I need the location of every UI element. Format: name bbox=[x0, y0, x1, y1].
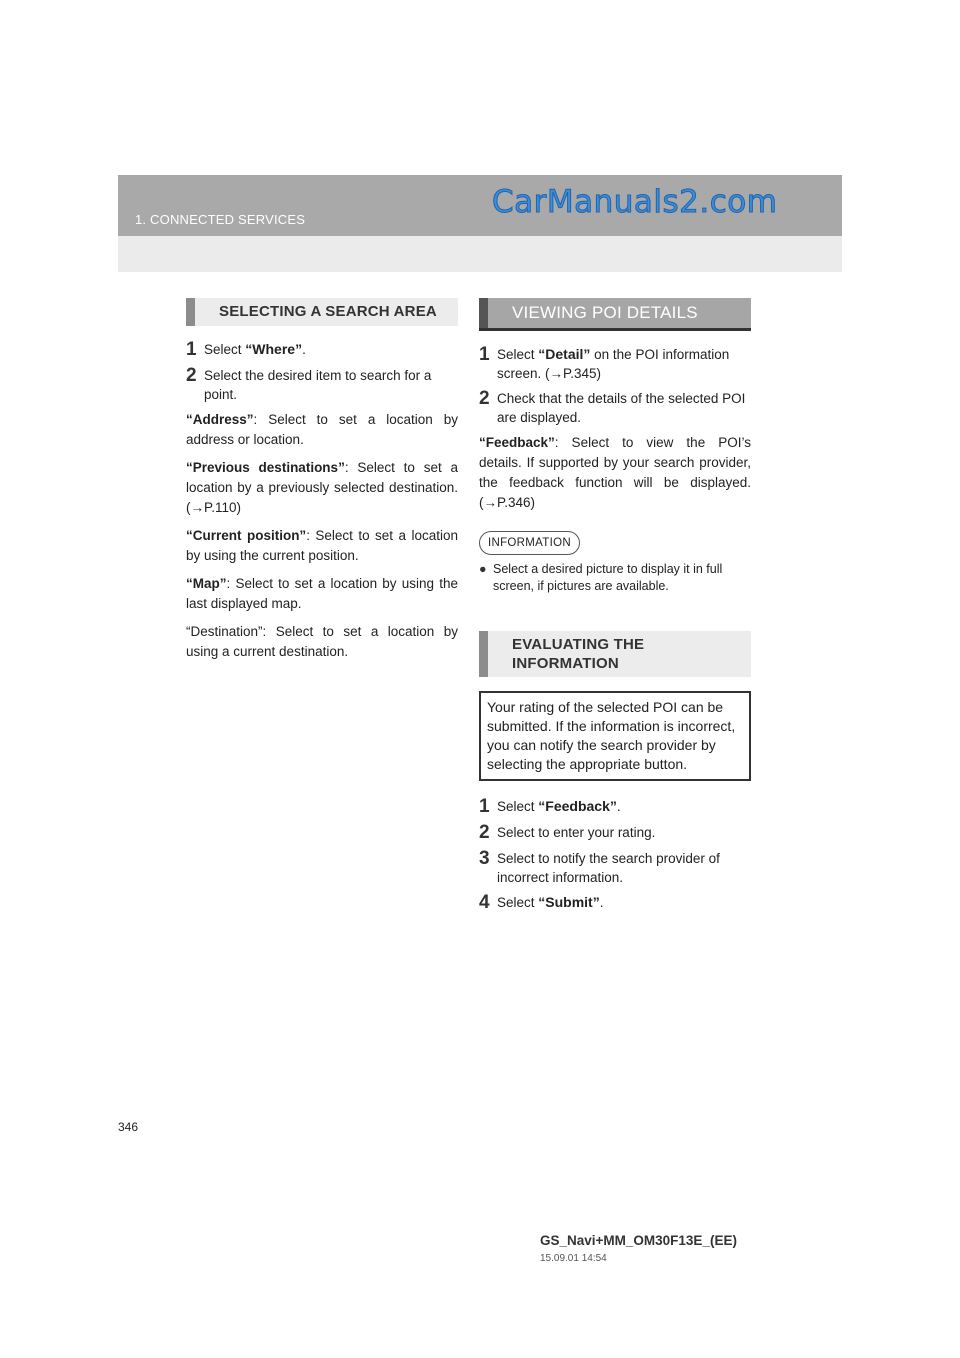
option-previous-destinations bbox=[186, 458, 458, 518]
option-feedback bbox=[479, 433, 751, 513]
option-desc: : Select to view the POI’s details. If supported by your search provider, the feedback function will be displayed. (→P.346) bbox=[479, 435, 751, 510]
step-text-pre: Select bbox=[204, 342, 246, 357]
heading-bar bbox=[186, 298, 195, 326]
step-text bbox=[497, 797, 621, 817]
heading-text: VIEWING POI DETAILS bbox=[512, 303, 698, 322]
heading-text bbox=[512, 635, 644, 673]
step-text-bold: “Detail” bbox=[538, 346, 591, 362]
option-name: “Previous destinations” bbox=[186, 460, 345, 475]
step-text-pre: Select bbox=[497, 799, 539, 814]
section-heading-search-area bbox=[186, 298, 458, 326]
step-text-bold: “Feedback” bbox=[538, 798, 617, 814]
step-number: 3 bbox=[479, 848, 490, 869]
left-column bbox=[186, 298, 458, 670]
section-label: 1. CONNECTED SERVICES bbox=[135, 212, 306, 227]
step-item bbox=[479, 797, 751, 817]
option-map bbox=[186, 574, 458, 614]
information-tag: INFORMATION bbox=[479, 531, 580, 555]
information-text: Select a desired picture to display it in full screen, if pictures are available. bbox=[493, 562, 723, 593]
step-number: 1 bbox=[479, 344, 490, 365]
print-timestamp: 15.09.01 14:54 bbox=[540, 1253, 607, 1264]
heading-text: SELECTING A SEARCH AREA bbox=[219, 303, 437, 320]
document-code: GS_Navi+MM_OM30F13E_(EE) bbox=[540, 1233, 737, 1248]
step-text-post: on the POI information screen. (→P.345) bbox=[497, 347, 730, 381]
information-item bbox=[479, 561, 751, 595]
step-text bbox=[497, 345, 751, 383]
step-item bbox=[479, 345, 751, 383]
step-text: Select to notify the search provider of incorrect information. bbox=[497, 851, 720, 885]
step-text: Select to enter your rating. bbox=[497, 825, 656, 840]
heading-line: EVALUATING THE bbox=[512, 636, 645, 653]
step-text: Check that the details of the selected POI are displayed. bbox=[497, 391, 746, 425]
evaluation-note-box: Your rating of the selected POI can be submitted. If the information is incorrect, you can notify the search provider by selecting the appropriate button. bbox=[479, 691, 751, 781]
option-destination bbox=[186, 622, 458, 662]
option-desc: : Select to set a location by using the last displayed map. bbox=[186, 576, 458, 611]
page-number: 346 bbox=[118, 1120, 139, 1134]
section-heading-evaluating bbox=[479, 631, 751, 677]
step-text bbox=[204, 340, 306, 360]
option-desc: : Select to set a location by using the current position. bbox=[186, 528, 458, 563]
step-text-pre: Select bbox=[497, 347, 539, 362]
step-number: 1 bbox=[479, 796, 490, 817]
header-subband bbox=[118, 236, 842, 272]
step-item bbox=[186, 340, 458, 360]
option-address bbox=[186, 410, 458, 450]
heading-bar bbox=[479, 631, 488, 677]
step-number: 4 bbox=[479, 892, 490, 913]
step-item bbox=[479, 893, 751, 913]
step-text-pre: Select bbox=[497, 895, 539, 910]
heading-line: INFORMATION bbox=[512, 655, 619, 672]
step-text-post: . bbox=[616, 799, 621, 814]
step-item bbox=[479, 823, 751, 843]
option-desc: : Select to set a location by a previously selected destination. (→P.110) bbox=[186, 460, 458, 515]
step-item bbox=[479, 849, 751, 887]
section-heading-poi-details bbox=[479, 298, 751, 331]
right-column bbox=[479, 298, 751, 919]
step-number: 2 bbox=[186, 365, 197, 386]
step-text-bold: “Submit” bbox=[538, 894, 600, 910]
step-text-post: . bbox=[599, 895, 604, 910]
step-text-bold: “Where” bbox=[245, 341, 303, 357]
watermark-logo: CarManuals2.com bbox=[492, 184, 778, 220]
step-item bbox=[186, 366, 458, 404]
option-desc: “Destination”: Select to set a location by using a current destination. bbox=[186, 624, 458, 659]
step-number: 2 bbox=[479, 822, 490, 843]
option-name: “Current position” bbox=[186, 528, 307, 543]
step-text bbox=[497, 893, 604, 913]
option-current-position bbox=[186, 526, 458, 566]
step-item bbox=[479, 389, 751, 427]
option-name: “Feedback” bbox=[479, 435, 555, 450]
option-name: “Address” bbox=[186, 412, 254, 427]
step-text-post: . bbox=[302, 342, 306, 357]
bullet-icon: ● bbox=[479, 562, 487, 576]
step-text: Select the desired item to search for a point. bbox=[204, 368, 432, 402]
option-name: “Map” bbox=[186, 576, 227, 591]
option-desc: : Select to set a location by address or location. bbox=[186, 412, 458, 447]
step-number: 1 bbox=[186, 339, 197, 360]
step-number: 2 bbox=[479, 388, 490, 409]
heading-bar bbox=[479, 298, 488, 328]
